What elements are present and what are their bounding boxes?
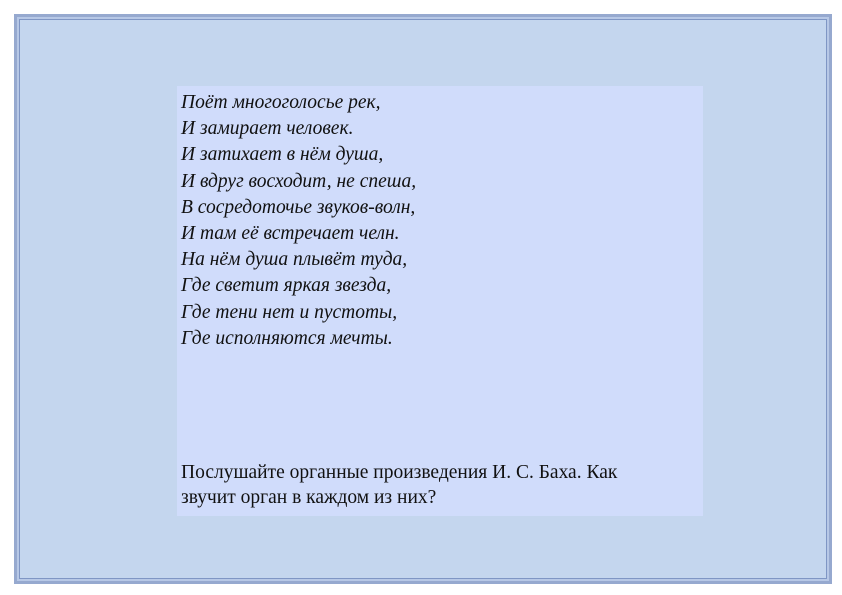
poem-line-1: Поёт многоголосье рек, bbox=[181, 92, 381, 113]
poem-line-10: Где исполняются мечты. bbox=[181, 327, 393, 349]
question-line-1: Послушайте органные произведения И. С. Баха. Как bbox=[181, 462, 618, 483]
poem-line-4: И вдруг восходит, не спеша, bbox=[181, 170, 417, 192]
slide-background bbox=[19, 19, 827, 579]
poem-line-9: Где тени нет и пустоты, bbox=[181, 301, 398, 323]
text-panel bbox=[177, 86, 703, 516]
poem bbox=[181, 90, 416, 352]
poem-line-3: И затихает в нём душа, bbox=[181, 144, 384, 166]
poem-line-6: И там её встречает челн. bbox=[181, 223, 400, 245]
question-line-2: звучит орган в каждом из них? bbox=[181, 487, 437, 508]
poem-line-8: Где светит яркая звезда, bbox=[181, 275, 392, 297]
poem-line-7: На нём душа плывёт туда, bbox=[181, 249, 408, 271]
assignment-question bbox=[181, 460, 691, 510]
poem-line-2: И замирает человек. bbox=[181, 118, 354, 140]
slide-frame bbox=[14, 14, 832, 584]
poem-line-5: В сосредоточье звуков-волн, bbox=[181, 196, 416, 218]
